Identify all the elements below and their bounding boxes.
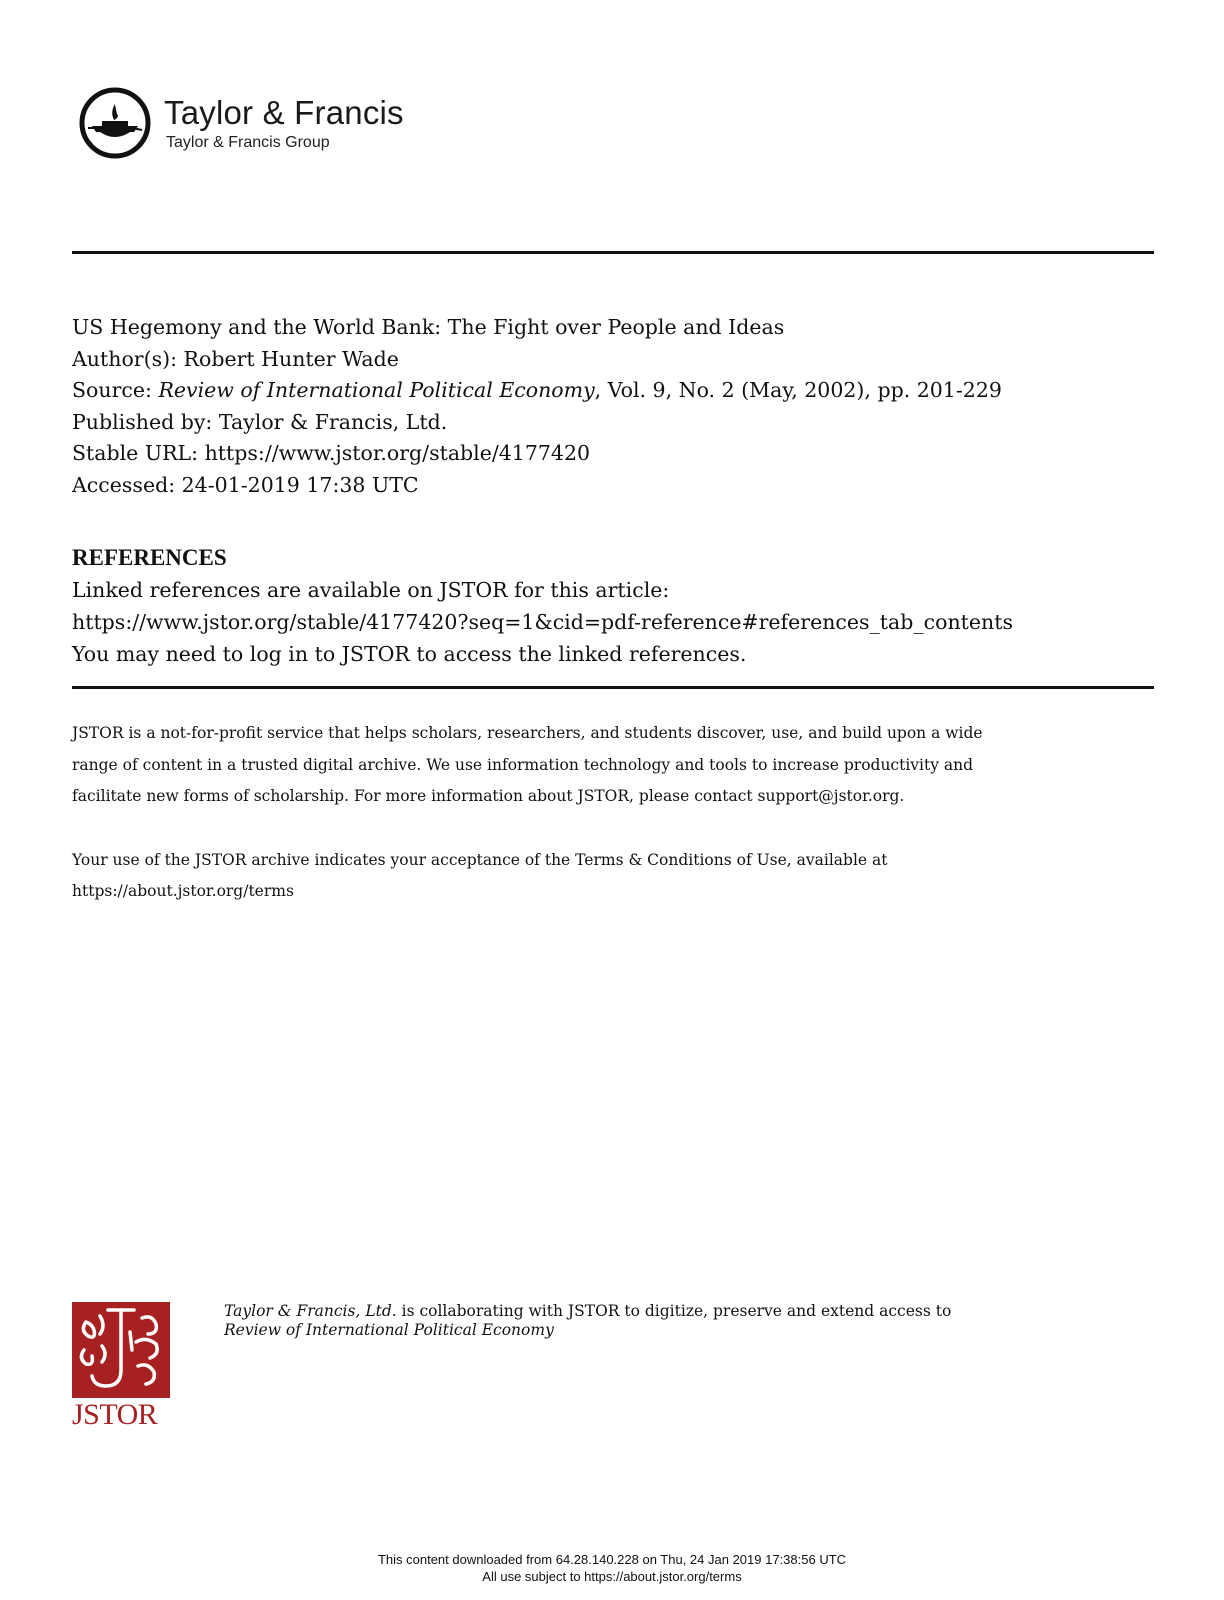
notice-line-3: facilitate new forms of scholarship. For more information about JSTOR, please contact support@jstor.org.: [72, 787, 905, 805]
citation-block: [72, 312, 1002, 501]
source-journal: Review of International Political Economy: [158, 378, 595, 402]
taylor-francis-logo: [78, 86, 418, 166]
collab-text: is collaborating with JSTOR to digitize, preserve and extend access to: [396, 1302, 952, 1320]
jstor-logo: [72, 1302, 172, 1432]
publisher-name: Taylor & Francis: [164, 94, 404, 131]
footer-downloaded: This content downloaded from 64.28.140.228 on Thu, 24 Jan 2019 17:38:56 UTC: [377, 1552, 847, 1567]
middle-divider: [72, 686, 1154, 689]
stable-url-label: Stable URL:: [72, 441, 199, 465]
accessed-value: 24-01-2019 17:38 UTC: [181, 472, 419, 497]
references-heading: REFERENCES: [72, 545, 227, 570]
terms-line: Your use of the JSTOR archive indicates your acceptance of the Terms & Conditions of Use, available at: [72, 850, 888, 869]
notice-line-1: JSTOR is a not-for-profit service that helps scholars, researchers, and students discover, use, and build upon a wide: [72, 724, 983, 742]
source-line: [72, 375, 1002, 407]
collab-journal: Review of International Political Economy: [224, 1321, 554, 1339]
collab-publisher: Taylor & Francis, Ltd.: [224, 1302, 397, 1320]
jstor-notice: [72, 718, 983, 908]
published-label: Published by:: [72, 409, 213, 434]
references-intro: Linked references are available on JSTOR for this article:: [72, 578, 670, 602]
authors-label: Author(s):: [72, 346, 178, 371]
publisher-group: Taylor & Francis Group: [166, 134, 330, 151]
jstor-emblem-icon: [72, 1302, 170, 1398]
article-title: US Hegemony and the World Bank: The Fight over People and Ideas: [72, 315, 785, 339]
notice-line-2: range of content in a trusted digital archive. We use information technology and tools to increase productivity and: [72, 755, 974, 774]
references-login-note: You may need to log in to JSTOR to access the linked references.: [72, 642, 747, 666]
stable-url-link[interactable]: https://www.jstor.org/stable/4177420: [204, 441, 591, 465]
jstor-wordmark: JSTOR: [72, 1398, 158, 1431]
accessed-line: [72, 470, 1002, 502]
authors-value: Robert Hunter Wade: [183, 346, 399, 371]
references-link[interactable]: https://www.jstor.org/stable/4177420?seq=1&cid=pdf-reference#references_tab_contents: [72, 610, 1013, 634]
stable-url-line: [72, 438, 1002, 470]
published-value: Taylor & Francis, Ltd.: [218, 409, 448, 434]
terms-link[interactable]: https://about.jstor.org/terms: [72, 882, 294, 900]
footer-terms: All use subject to https://about.jstor.org/terms: [482, 1569, 742, 1584]
accessed-label: Accessed:: [72, 472, 176, 497]
lamp-emblem-icon: [78, 86, 152, 160]
top-divider: [72, 251, 1154, 254]
published-line: [72, 407, 1002, 439]
references-block: [72, 544, 1013, 670]
source-label: Source:: [72, 378, 152, 402]
authors-line: [72, 344, 1002, 376]
source-details: , Vol. 9, No. 2 (May, 2002), pp. 201-229: [594, 378, 1002, 402]
collaboration-statement: [224, 1302, 951, 1340]
